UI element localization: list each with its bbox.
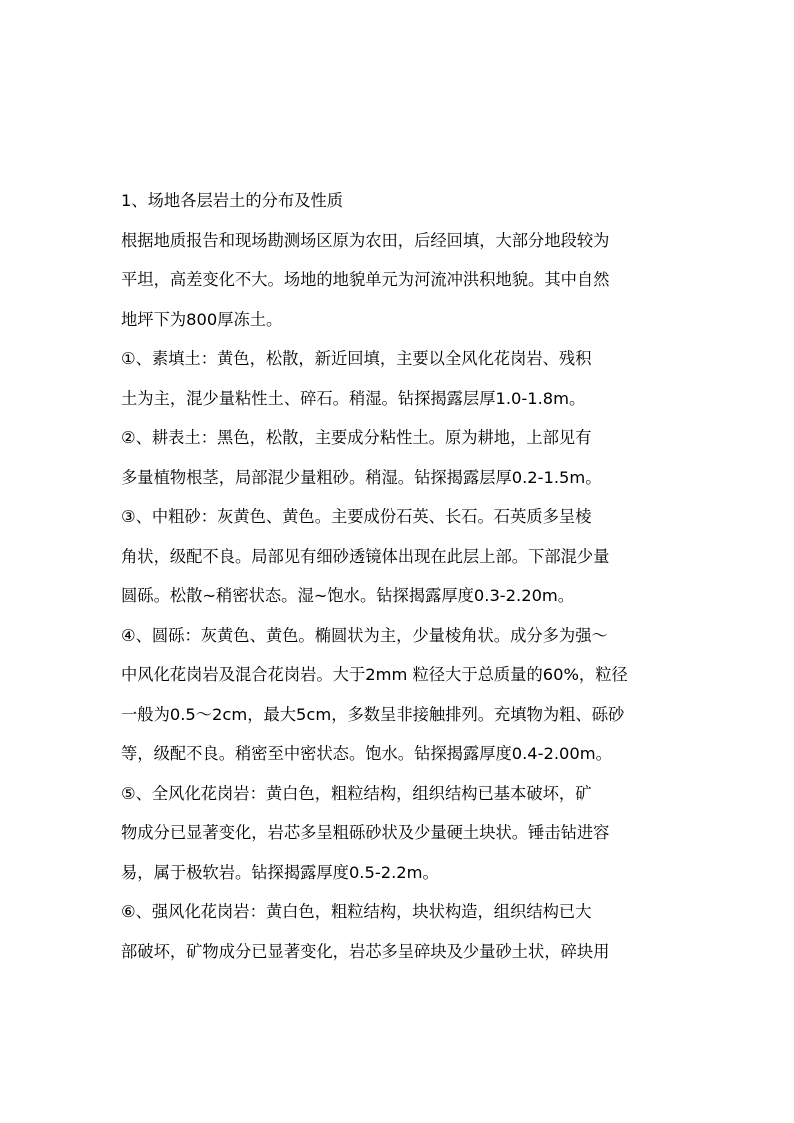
text-line: 等，级配不良。稍密至中密状态。饱水。钻探揭露厚度0.4-2.00m。	[121, 744, 612, 763]
text-line: ⑤、全风化花岗岩：黄白色，粗粒结构，组织结构已基本破坏，矿	[121, 783, 592, 803]
text-line: 圆砾。松散~稍密状态。湿~饱水。钻探揭露厚度0.3-2.20m。	[121, 586, 575, 605]
text-line: ①、素填土：黄色，松散，新近回填，主要以全风化花岗岩、残积	[121, 349, 592, 368]
text-line: ③、中粗砂：灰黄色、黄色。主要成份石英、长石。石英质多呈棱	[121, 507, 592, 526]
text-line: 易，属于极软岩。钻探揭露厚度0.5-2.2m。	[121, 862, 439, 882]
text-line: ⑥、强风化花岗岩：黄白色，粗粒结构，块状构造，组织结构已大	[121, 902, 592, 921]
text-line: 部破坏，矿物成分已显著变化，岩芯多呈碎块及少量砂土状，碎块用	[121, 941, 610, 961]
text-line: ②、耕表土：黑色，松散，主要成分粘性土。原为耕地，上部见有	[121, 428, 592, 447]
text-line: 中风化花岗岩及混合花岗岩。大于2mm 粒径大于总质量的60%，粒径	[121, 665, 628, 684]
text-line: 多量植物根茎，局部混少量粗砂。稍湿。钻探揭露层厚0.2-1.5m。	[121, 467, 602, 487]
body-text	[121, 186, 677, 976]
text-line: 土为主，混少量粘性土、碎石。稍湿。钻探揭露层厚1.0-1.8m。	[121, 388, 586, 408]
text-line: ④、圆砾：灰黄色、黄色。椭圆状为主，少量棱角状。成分多为强～	[121, 625, 608, 645]
text-line: 根据地质报告和现场勘测场区原为农田，后经回填，大部分地段较为	[121, 230, 610, 250]
text-line: 平坦，高差变化不大。场地的地貌单元为河流冲洪积地貌。其中自然	[121, 270, 610, 289]
text-line: 物成分已显著变化，岩芯多呈粗砾砂状及少量硬土块状。锤击钻进容	[121, 823, 610, 842]
text-line: 一般为0.5～2cm，最大5cm，多数呈非接触排列。充填物为粗、砾砂	[121, 704, 625, 724]
text-line: 地坪下为800厚冻土。	[121, 309, 283, 329]
text-line: 角状，级配不良。局部见有细砂透镜体出现在此层上部。下部混少量	[121, 546, 610, 566]
section-heading: 1、场地各层岩土的分布及性质	[121, 191, 344, 210]
